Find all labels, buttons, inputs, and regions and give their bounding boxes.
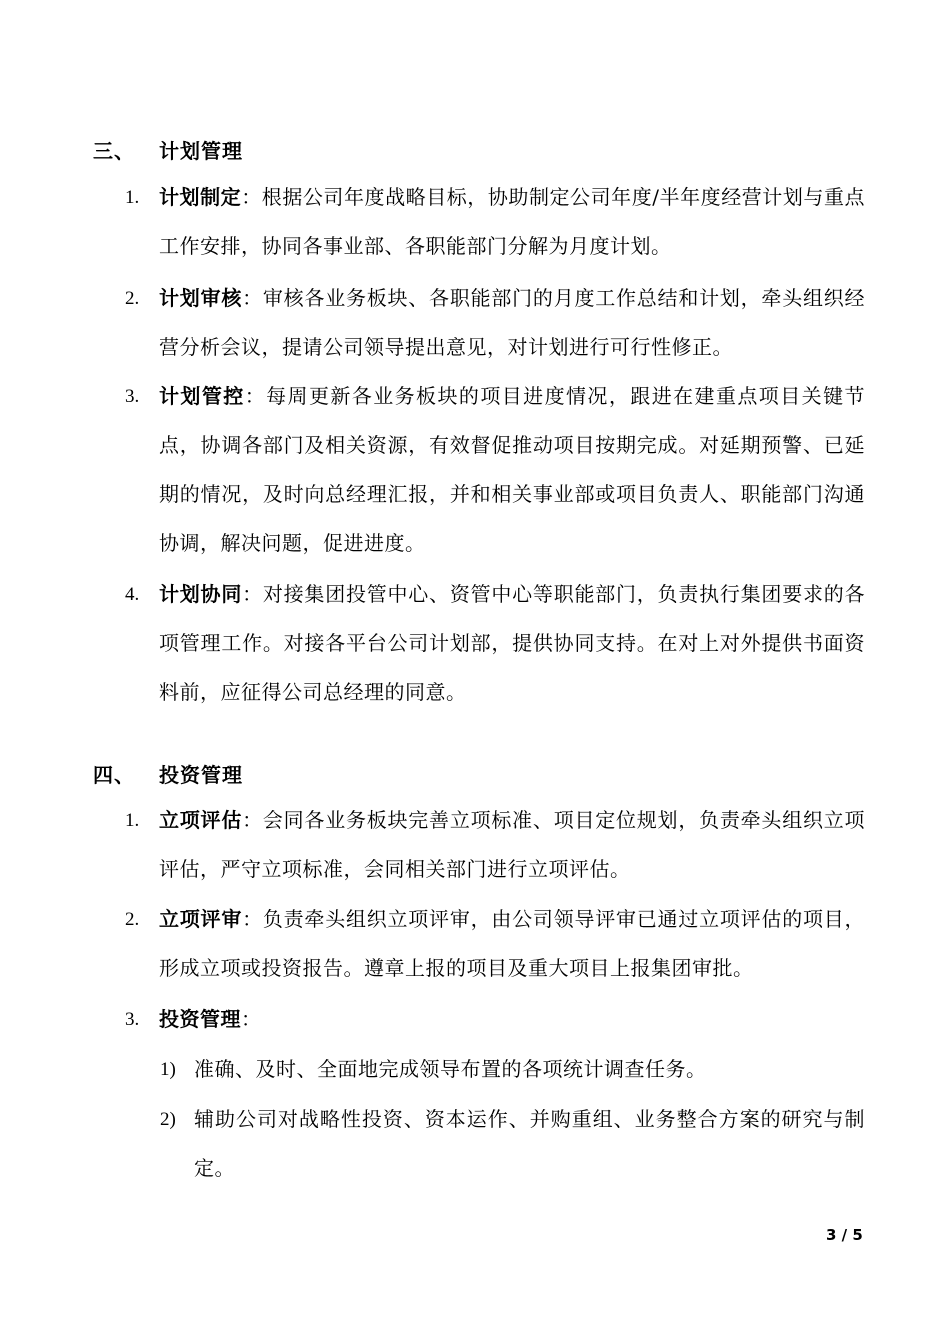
item-title: 计划制定 — [159, 185, 242, 209]
page-number: 3 / 5 — [826, 1226, 863, 1244]
separator: ： — [244, 384, 267, 408]
item-title: 立项评审 — [159, 907, 243, 931]
item-text: 根据公司年度战略目标，协助制定公司年度/半年度经营计划与重点工作安排，协同各事业部、各职能部门分解为月度计划。 — [159, 185, 866, 258]
section-number: 三、 — [93, 139, 135, 163]
subitem-text: 准确、及时、全面地完成领导布置的各项统计调查任务。 — [194, 1057, 707, 1081]
item-text: 对接集团投管中心、资管中心等职能部门，负责执行集团要求的各项管理工作。对接各平台公司计划部，提供协同支持。在对上对外提供书面资料前，应征得公司总经理的同意。 — [159, 582, 866, 704]
item-number: 4. — [125, 584, 140, 605]
section-heading-3 — [93, 135, 243, 164]
separator: ： — [241, 1007, 262, 1031]
item-number: 1. — [125, 810, 140, 831]
item-title: 计划审核 — [159, 286, 243, 310]
item-number: 2. — [125, 909, 140, 930]
separator: ： — [242, 582, 263, 606]
section-number: 四、 — [93, 763, 135, 787]
section-title: 投资管理 — [159, 763, 243, 787]
item-title: 投资管理 — [159, 1007, 241, 1031]
list-item — [125, 274, 865, 372]
item-text: 每周更新各业务板块的项目进度情况，跟进在建重点项目关键节点，协调各部门及相关资源，有效督促推动项目按期完成。对延期预警、已延期的情况，及时向总经理汇报，并和相关事业部或项目负责人、职能部门沟通协调，解决问题，促进进度。 — [159, 384, 865, 555]
separator: ： — [242, 808, 263, 832]
item-text: 负责牵头组织立项评审，由公司领导评审已通过立项评估的项目，形成立项或投资报告。遵章上报的项目及重大项目上报集团审批。 — [159, 907, 866, 980]
list-item — [125, 372, 865, 568]
separator: ： — [241, 185, 262, 209]
item-number: 3. — [125, 386, 140, 407]
item-text: 审核各业务板块、各职能部门的月度工作总结和计划，牵头组织经营分析会议，提请公司领导提出意见，对计划进行可行性修正。 — [159, 286, 866, 359]
item-title: 立项评估 — [159, 808, 243, 832]
item-number: 1. — [125, 187, 140, 208]
list-item — [125, 995, 865, 1044]
list-item — [125, 895, 865, 993]
separator: ： — [242, 286, 263, 310]
item-title: 计划协同 — [159, 582, 243, 606]
separator: ： — [242, 907, 263, 931]
subitem-number: 2) — [160, 1109, 176, 1130]
list-item — [125, 570, 865, 717]
item-text: 会同各业务板块完善立项标准、项目定位规划，负责牵头组织立项评估，严守立项标准，会同相关部门进行立项评估。 — [159, 808, 866, 881]
item-number: 2. — [125, 288, 140, 309]
list-item — [125, 173, 865, 271]
section-heading-4 — [93, 759, 243, 788]
item-number: 3. — [125, 1009, 140, 1030]
sub-list-item — [160, 1045, 865, 1094]
sub-list-item — [160, 1095, 865, 1193]
item-title: 计划管控 — [159, 384, 245, 408]
subitem-number: 1) — [160, 1059, 176, 1080]
subitem-text: 辅助公司对战略性投资、资本运作、并购重组、业务整合方案的研究与制定。 — [194, 1107, 865, 1180]
section-title: 计划管理 — [159, 139, 243, 163]
list-item — [125, 796, 865, 894]
